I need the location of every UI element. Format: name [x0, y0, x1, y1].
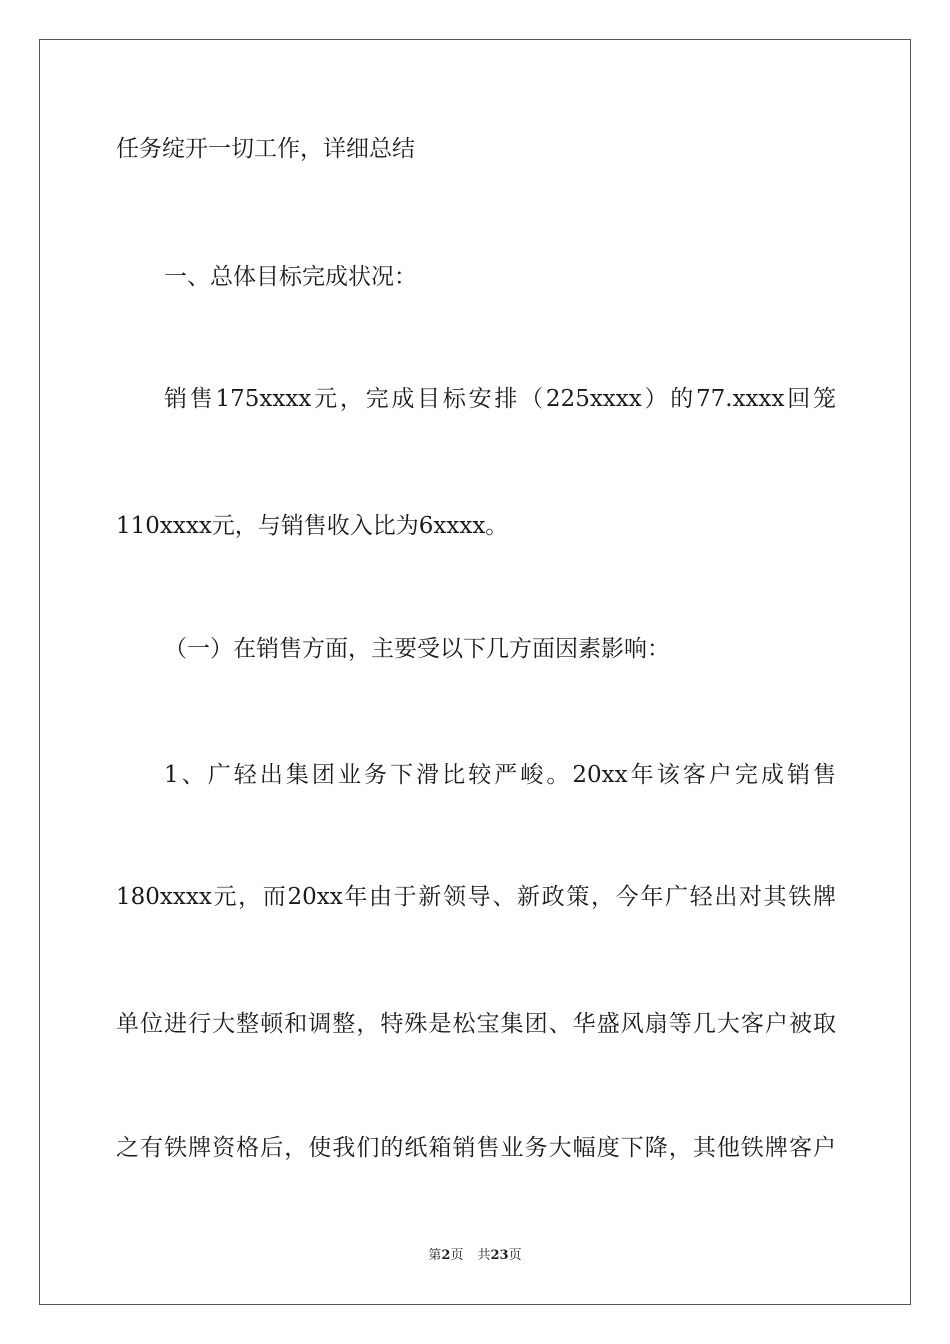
page-border	[39, 39, 911, 1305]
body-line-9: 之有铁牌资格后，使我们的纸箱销售业务大幅度下降，其他铁牌客户	[116, 1135, 836, 1161]
footer-total-pages: 23	[490, 1248, 509, 1263]
footer-page-number: 2	[441, 1248, 451, 1263]
subsection-heading: （一）在销售方面，主要受以下几方面因素影响：	[164, 636, 670, 662]
body-line-3: 销售175xxxx元，完成目标安排（225xxxx）的77.xxxx回笼	[164, 386, 836, 412]
footer-total-prefix: 共	[477, 1248, 491, 1263]
footer-page-prefix: 第	[428, 1248, 442, 1263]
footer-page-suffix: 页	[450, 1248, 464, 1263]
body-line-6: 1、广轻出集团业务下滑比较严峻。20xx年该客户完成销售	[164, 762, 836, 788]
section-heading: 一、总体目标完成状况：	[164, 264, 417, 290]
page-footer	[0, 1247, 950, 1265]
footer-total-suffix: 页	[508, 1248, 522, 1263]
body-line-1: 任务绽开一切工作，详细总结	[116, 136, 415, 162]
body-line-4: 110xxxx元，与销售收入比为6xxxx。	[116, 513, 509, 539]
body-line-8: 单位进行大整顿和调整，特殊是松宝集团、华盛风扇等几大客户被取	[116, 1011, 836, 1037]
body-line-7: 180xxxx元，而20xx年由于新领导、新政策，今年广轻出对其铁牌	[116, 884, 836, 910]
